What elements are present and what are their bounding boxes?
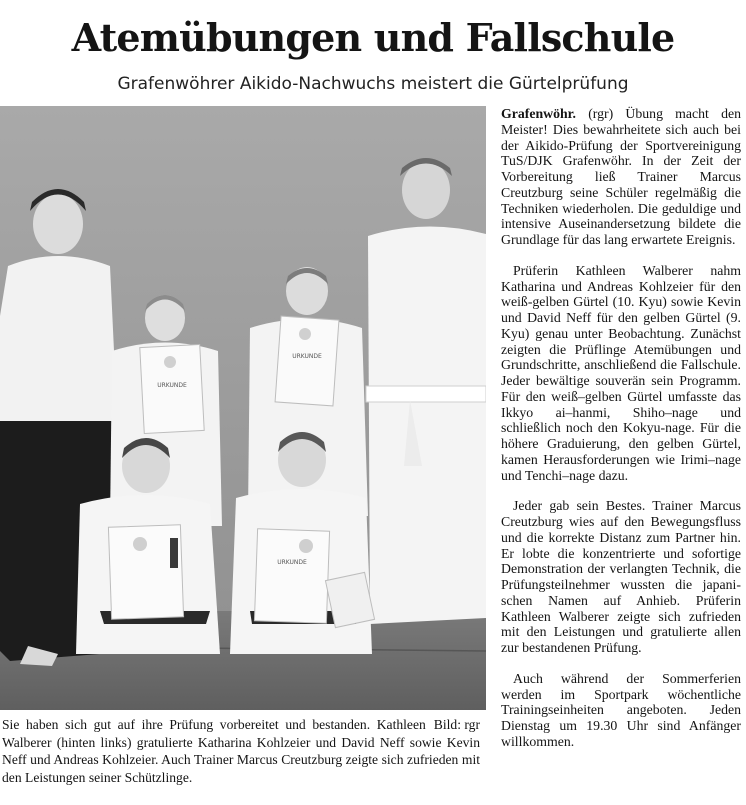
article-photo (0, 106, 486, 710)
certificate-heading: URKUNDE (277, 559, 307, 566)
caption-text: Sie haben sich gut auf ihre Prüfung vorbereitet und bestanden. Kathleen Walberer (hinten links) gratulierte Katharina Kohlzeier und David Neff sowie Kevin Neff und Andreas Kohlzeier. Auch Trainer Marcus Creutzburg zeigte sich zufrieden mit den Leistungen seiner Schützlinge. (2, 717, 480, 785)
photo-illustration (0, 106, 486, 710)
article-paragraph: Auch während der Sommerferien werden im Sportpark wöchentliche Trainingseinheiten angeboten. Jeden Dienstag um 19.30 Uhr sind Anfänger willkommen. (501, 670, 741, 749)
photo-certificate-front-left (108, 525, 183, 619)
dateline: Grafenwöhr. (501, 106, 576, 121)
photo-certificate-back-left (140, 344, 204, 433)
photo-certificate-back-right (275, 316, 339, 406)
certificate-heading: URKUNDE (292, 353, 322, 360)
article-body (501, 106, 741, 765)
certificate-heading: URKUNDE (157, 382, 187, 389)
subheadline: Grafenwöhrer Aikido-Nachwuchs meistert die Gürtelprüfung (117, 74, 629, 94)
paragraph-text: (rgr) Übung macht den Meister! Dies bewahrheitete sich auch bei der Aikido-Prüfung der Sportvereinigung TuS/DJK Grafenwöhr. In der Zeit der Vorbereitung ließ Trainer Marcus Creutzburg seine Schüler regelmäßig die Techniken wiederholen. Die geduldige und intensive Auseinandersetzung bildete die Grundlage für das lang erwartete Ereignis. (501, 106, 741, 247)
photo-credit: Bild: rgr (433, 717, 480, 732)
article-paragraph: Jeder gab sein Bestes. Trainer Marcus Creutzburg wies auf den Bewegungsfluss und die korrekte Distanz zum Partner hin. Er lobte die konzentrierte und sofortige Demonstration der verlangten Technik, die Prüfungsteilnehmer wussten die japanischen Namen auf Anhieb. Prüferin Kathleen Walberer zeigte sich zufrieden mit den Leistungen und gratulierte allen zur bestandenen Prüfung. (501, 498, 741, 655)
photo-caption (2, 716, 480, 786)
headline: Atemübungen und Fallschule (71, 15, 675, 60)
article-paragraph: Prüferin Kathleen Walberer nahm Katharina und Andreas Kohlzeier für den weiß-gelben Gürtel (10. Kyu) sowie Kevin und David Neff für den gelben Gürtel (9. Kyu) genau unter Beobachtung. Zunächst zeigten die Prüflinge Atemübungen und Grundschritte, anschließend die Fallschule. Jeder bewältige souverän sein Programm. Für den weiß–gelben Gürtel umfasste das Ikkyo ai–hanmi, Shiho–nage und schließlich noch den Kokyu-nage. Für die höhere Graduierung, den gelben Gürtel, kamen Herausforderungen wie Irimi–nage und Tenchi–nage dazu. (501, 262, 741, 483)
article-paragraph (501, 106, 741, 248)
